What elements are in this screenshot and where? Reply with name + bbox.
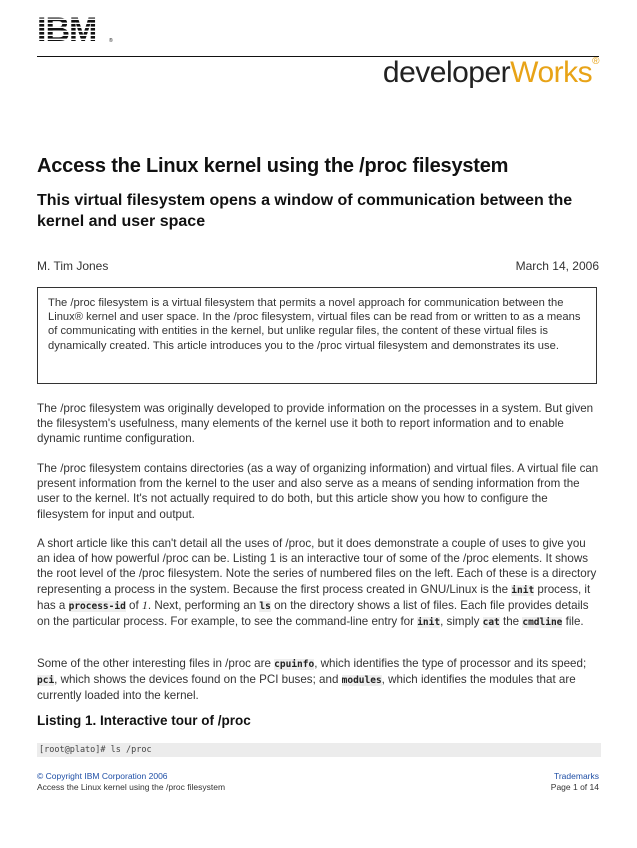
p4-text-b: , which identifies the type of processor and its speed; [314,657,587,670]
listing-code-block: [root@plato]# ls /proc [37,743,601,757]
p3-text-a: A short article like this can't detail all the uses of /proc, but it does demonstrate a couple of uses to give you an idea of how powerful /proc can be. Listing 1 is an interactive tour of some of the /proc elements. It shows the root level of the /proc filesystem. Note the series of numbered files on the left. Each of these is a directory representing a process in the system. Because the first process created in GNU/Linux is the [37,537,597,596]
p3-text-b: process, it has a [37,582,591,612]
footer-right [551,771,599,793]
copyright-link[interactable]: © Copyright IBM Corporation 2006 [37,771,168,781]
p3-text-g: the [499,615,523,629]
p3-text-h: file. [562,615,584,629]
code-ls: ls [259,600,271,612]
paragraph-3 [37,536,601,630]
page-number: Page 1 of 14 [550,782,599,792]
code-init-2: init [417,617,441,629]
footer-left [37,771,225,793]
abstract-box: The /proc filesystem is a virtual filesystem that permits a novel approach for communication between the Linux® kernel and user space. In the /proc filesystem, virtual files can be read from or written to as a means of communicating with entities in the kernel, but unlike regular files, the content of these virtual files is dynamically created. This article introduces you to the /proc virtual filesystem and demonstrates its use. [37,287,597,384]
listing-heading: Listing 1. Interactive tour of /proc [37,713,251,728]
ibm-logo-graphic [37,12,119,44]
developerworks-brand [383,56,599,90]
brand-developer: developer [382,56,511,89]
publish-date: March 14, 2006 [515,259,599,273]
code-init: init [511,584,535,596]
article-title: Access the Linux kernel using the /proc filesystem [37,155,509,177]
p4-text-c: , which shows the devices found on the PCI buses; and [54,673,342,687]
p4-text-a: Some of the other interesting files in /proc are [37,657,275,670]
p4-text-d: , which identifies the modules that are currently loaded into the kernel. [37,673,576,703]
brand-trademark: ® [592,56,599,67]
p3-text-c: of [125,598,142,612]
brand-works: Works [510,56,593,89]
p3-text-e: on the directory shows a list of files. Each file provides details on the particular process. For example, to see the command-line entry for [37,598,589,629]
paragraph-1: The /proc filesystem was originally developed to provide information on the processes in a system. But given the filesystem's usefulness, many elements of the kernel use it both to report information and to enable dynamic runtime configuration. [37,402,594,446]
ibm-logo-text: IBM [37,12,97,44]
code-modules: modules [341,675,382,687]
trademarks-link[interactable]: Trademarks [553,771,599,781]
code-pci: pci [37,675,55,687]
paragraph-2: The /proc filesystem contains directories (as a way of organizing information) and virtual files. A virtual file can present information from the kernel to the user and also serve as a means of sending information from the user to the kernel. It's not actually required to do both, but this article show you how to configure the filesystem for input and output. [37,462,599,521]
svg-text:®: ® [109,38,113,44]
footer-doc-title: Access the Linux kernel using the /proc filesystem [37,782,226,792]
paragraph-4 [37,656,601,704]
code-cpuinfo: cpuinfo [274,659,315,670]
code-cat: cat [482,617,500,629]
code-cmdline: cmdline [522,617,563,629]
article-subtitle: This virtual filesystem opens a window of communication between the kernel and user space [37,192,573,230]
ibm-logo [37,12,119,49]
code-process-id: process-id [68,600,126,612]
p3-one: 1 [141,597,148,612]
p3-text-f: , simply [440,615,483,629]
author: M. Tim Jones [37,259,109,273]
p3-text-d: . Next, performing an [147,598,260,612]
